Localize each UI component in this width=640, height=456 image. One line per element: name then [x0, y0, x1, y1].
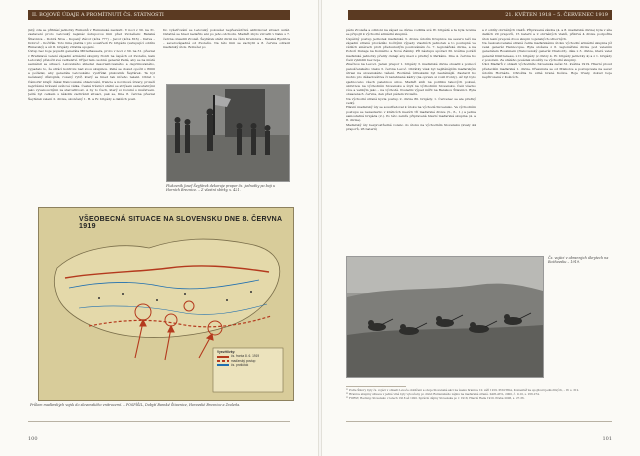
- map-drawing: [39, 208, 293, 400]
- right-photo-caption: Čs. vojáci v obranných úkrytech na Rožňavsku – 1919.: [548, 256, 609, 265]
- left-col2-paragraph-1: Do vyšetřování se Letovský pokoušel nepřesvědčivé aktivizovat situaci ustát. Ostatně se hned nedařilo ani po jeho odchodu. Maďaři zbylo vzrostli v tlaku s 7. června obsadili Zvoleň. Šeyfárek stáhl divizi na čáru Kremnica – Banská Bystrica – severozápadně od Zvoleňu. Na této linii se zachytil a 8. června odrazil maďarský útok. Bohužel po: [163, 28, 290, 50]
- left-col1-paragraph-2: Ústup bez boje popudil generála Mittelhausera, proto v noci z 30. na 31. převzal v Bratislavě velení západní armádní skupiny fronti na úspěch od Zvoleňu, kam Letovský přeložil své velitelství. Příjel tam osobně generál Pellé, aby se na místě seznámil se situací. Letovského shledal desorientovaného a deprimovaného, vypadalo to, že strácí kontrolu nad svou skupinou. Pellé se dosud opožil o 8000 a požádal, aby generála Letovského vystřídal plukovník Šeyfárek. Ta byl nečekaný důstojník, rozený rytíř, který se hned tak ničeho nelekl. Obrat v Čámorkr krajů: žákal francouzské ohledování, francie a novinové útvary, proleží nejvítězné hrávaní světové válka. Česká trávníci státní se strýsem samostatnými jako vyvanoucnými za starostlivost. A by to Čech, který si rozumí s mužstvem. Ještě byl celkem s několik zachránit situaci, pak se, Dne 8. června převzal Šeyfárek velení 2. divize, skončený 1. B. a IV. brigády a dalších posil.: [28, 49, 155, 101]
- left-col1-paragraph-1: jistý, zda se přihlásí jednotky Rumunů v Rumunské zastavit. V noci z 30. na 31. zastavení proto Letovský nejsnáz ústupovou linii před Zvoleňem: Banská Štiavnica – Dobrá Niva – Kopaný Závor (kóta 777) – Javor (kóta 816) – Detva – Dobroč – Kočiřák. Toto linie platila i pro soustředí IV. brigádu (ustupující oddílu Rimavský) a síl II. brigády ztratila spojení.: [28, 28, 155, 50]
- right-col1-paragraph-3: Značnou na Levoci. Jeden prapor 1. brigády 3. maďarské divize obsadil s pomocí panoščenského vlaku 3. června Levoč. Obrátky však byl nejštěnějším maďarským útrasi na slovenského tažení. Rozlámě útruskami byl nestámější. Zastavit ho mohlo pro děšazlovětiva či narehnané kádry (na opravu si vozil fronty). Až byl bylo sjednoceno všech palebnou silou. Maďaři sníh na politiku takových pokusí, ukrutnou na východním Slovensku a útylí na východním Slovensku. Češi všecko více a velikým jako – na východě. Posledni výpad mířil na Banskou Štiavnici. Byla obsazena 6. června, den před pádem Zvoleňu.: [346, 62, 476, 97]
- left-page: [0, 0, 318, 456]
- right-col2-paragraph-2: Na československé straně čelila maďarskému útoku východní armádní skupina jíž velel generál Hennocque. Byla složena z 6. legionářské divize pod velením generálem Rossimem (francouzský generál Chabord), dále z 3. divize, které velel generál Dmitreneau, z II. brigády (z divizy 4. IV. brigády jednotky 4) a z 1. brigády z pozorem. Ze stálého posádek sloužíly ve východní skupiny.: [482, 40, 612, 63]
- map-legend: [217, 350, 279, 368]
- right-photo-trench: [346, 256, 544, 378]
- photo-ceremony-image: [167, 85, 289, 181]
- left-page-number: 100: [28, 436, 38, 442]
- right-page: [322, 0, 640, 456]
- legend-label: čs. fronta 8. 6. 1919: [231, 354, 260, 359]
- left-text-column-2: [163, 28, 290, 78]
- right-col2-paragraph-3: Úkol Maďarů v oblasti východního Slovenska začal 31. května 1919. Hlavní proud především maďarská 1. divize. Přesunula se od Miskolce a postupovala na sever údolím Hornádu. Ohrožila tu silně brané Košice. Boje trvaly, dokud boje nepřirozená v Košicích.: [482, 62, 612, 80]
- legend-counter-swatch: [217, 364, 229, 366]
- left-photo-ceremony: [166, 84, 290, 182]
- right-text-column-1: [346, 28, 476, 260]
- footnotes: [346, 389, 612, 400]
- map-caption: Průlom maďarských vojsk do slovenského vnitrozemí. – POSPÍŠIL, Dobytí Banské Štiavnice, Horavské Breznice a Zvoleňa.: [30, 403, 241, 407]
- left-running-header: II. BOJOVÉ ÚDAJE A PROMÍTNUTÍ ČS. STÁTNOSTI: [28, 10, 290, 20]
- map-legend-item: [217, 363, 279, 367]
- map-title: VŠEOBECNÁ SITUACE NA SLOVENSKU DNE 8. ČERVNA 1919: [79, 216, 283, 230]
- right-footer-rule: [346, 421, 612, 422]
- right-col1-paragraph-5: Hlavní maďarský úly se soustředoval k útoku na východě Slovensko. Ve východním postupu se nezastavilo v kráticích mezích tří maďarské divize (5., 6., 1.) a jedna samostatná brigáda (2.). Po této zemře připravená hlavní maďarská skupina (4. a 8. divize).: [346, 105, 476, 123]
- right-col1-paragraph-2: Úspěšný postup jednotek maďarské 3. divize údolím Krupnice na severu leží na západní straně provádělo bočnými výpady vlastních jednotek a to postupně ve větších směrech proti předsunutým posilovánám čs. 7. legionářské divize, a na Pohorí Dunaje na Komárno a Nové Zámky. Při nástupu spórazi 30. května poráží maďarské jednotky přelily dunají aby mezi s prudký k Parkánu. Dne 4. června ho Češi vyklidili bez boje.: [346, 36, 476, 63]
- left-photo-caption: Plukovník Josef Šeyfárek dekoruje prapor čs. jednotky po boji u Horních Breznice. – Z vlastní sbírky, s. 421.: [166, 184, 276, 193]
- right-text-column-2: [482, 28, 612, 250]
- right-running-header: 21. KVĚTEN 1918 – 5. ČERVENEC 1919: [348, 10, 612, 20]
- footnote: ³³ FORST, Hedwig; Slovensko v letech 1918 až 1920. Správní dějiny Slovenska po r. 1918, Hlavní Rada 1919. Praha 2006, s. 27-36.: [346, 395, 525, 400]
- situation-map: [38, 207, 294, 401]
- legend-label: maďarský postup: [231, 358, 256, 363]
- legend-advance-swatch: [217, 360, 229, 362]
- right-col1-paragraph-4: Na východní straně kyvla postup 2. divize 80. brigády. 1. Červenec se ale prudký velký.: [346, 96, 476, 106]
- right-col1-paragraph-6: Maďarský úly bezprostředně voleno do útoku na východním Slovensku (kvaly 44 praporů, 26 baterií): [346, 122, 476, 131]
- right-page-number: 101: [602, 436, 612, 442]
- photo-trench-image: [347, 257, 543, 377]
- left-text-column-1: [28, 28, 155, 196]
- legend-label: čs. protiútok: [231, 363, 249, 368]
- right-col2-paragraph-1: a 2 oddíly obrněných vlaků. Připravená záloha (4. a 8. maďarská divize) byla v síle dalších 20 praporů, 15 baterií a 2 obrněných vlaků, příkrvá 4 divize podpořila útok lesní prepolé dvou skupin vojenských odborných.: [482, 28, 612, 41]
- left-footer-rule: [28, 421, 290, 422]
- legend-front-swatch: [217, 356, 229, 358]
- footnote: ³² Hranice skupiny situace v jedné vlně byly vyloučeny po divizi Rumunského zájmu na maďarské straně. ZAPLATIL, 2000, č. 9-10, s. 256-274.: [346, 391, 540, 396]
- footnote-rule: [346, 386, 406, 387]
- footnote: ³¹ Podle Šikory byly čs. vojáci v oblasti Levoče obklíčeni a oboje Slovenské akci na úseku hranice 10. září 1919. POLITIKA, Komentář ke spojitosti jednotlivých, – IV. s. 312.: [346, 388, 580, 392]
- right-col1-paragraph-1: pádu Zvoleňa a odkloni na západ se dívise vodilila své IV. brigádě a ta byla novma se připojit k východní armádní skupině.: [346, 28, 476, 37]
- map-legend-title: Vysvětlivky:: [217, 350, 236, 354]
